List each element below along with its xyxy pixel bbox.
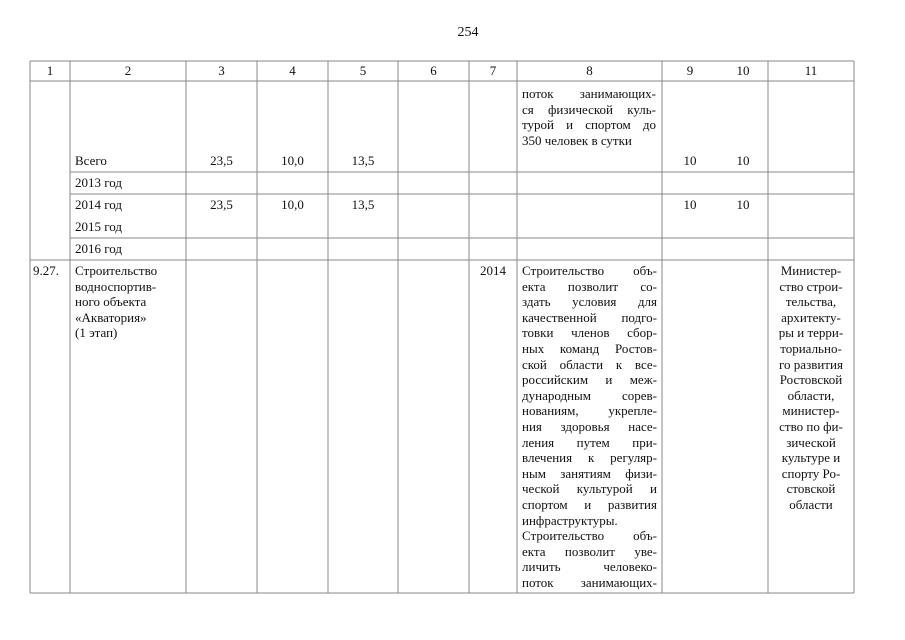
text-line: екта позволит со- (522, 278, 657, 294)
cell-value: 13,5 (351, 153, 375, 168)
text-line: личить человеко- (522, 559, 657, 575)
col-header-9: 9 (686, 63, 694, 78)
text-line: ления путем при- (522, 434, 657, 450)
text-line: ного объекта (75, 294, 147, 310)
text-line: спортом и развития (522, 497, 657, 512)
row-label: 2015 год (75, 219, 122, 234)
text-line: (1 этап) (75, 325, 118, 341)
text-line: ся физической куль- (522, 101, 656, 117)
text-line: нованиям, укрепле- (522, 403, 657, 419)
text-line: ческой культурой и (522, 481, 657, 497)
text-line: Ростовской (779, 372, 843, 388)
text-line: Министер- (780, 263, 842, 278)
cell-value: 10,0 (281, 197, 304, 212)
cell-value: 10 (736, 197, 750, 212)
text-line: министер- (782, 403, 840, 419)
text-line: ство по фи- (779, 419, 843, 434)
text-line: качественной подго- (522, 309, 657, 325)
text-line: культуре и (781, 450, 841, 466)
text-line: водноспортив- (75, 278, 157, 294)
text-line: ской области к все- (522, 356, 657, 372)
text-line: товки членов сбор- (522, 325, 657, 341)
cell-value: 10 (683, 197, 697, 212)
page-number: 254 (457, 25, 479, 40)
text-line: ры и терри- (778, 325, 844, 341)
col-header-5: 5 (359, 63, 367, 78)
text-line: поток занимающих- (522, 86, 656, 101)
col-header-8: 8 (586, 63, 593, 78)
text-line: российским и меж- (522, 372, 657, 388)
text-line: ство строи- (779, 278, 843, 294)
cell-value: 13,5 (351, 197, 375, 212)
text-line: инфраструктуры. (522, 512, 618, 528)
col-header-11: 11 (804, 63, 818, 78)
col-header-3: 3 (218, 63, 225, 78)
text-line: ния здоровья насе- (522, 419, 657, 434)
text-line: спорту Ро- (781, 465, 841, 481)
row-label: 2016 год (75, 241, 122, 256)
col-header-1: 1 (46, 63, 54, 78)
text-line: Строительство объ- (522, 263, 657, 278)
text-line: турой и спортом до (522, 117, 656, 133)
cell-value: 23,5 (210, 153, 233, 168)
row-label: 2014 год (75, 197, 122, 212)
col-header-10: 10 (736, 63, 750, 78)
text-line: ным занятиям физи- (522, 465, 657, 481)
text-line: дународным сорев- (522, 387, 657, 403)
text-line: тельства, (785, 294, 837, 310)
text-line: го развития (779, 356, 843, 372)
cell-value: 10 (736, 153, 750, 168)
text-line: 350 человек в сутки (522, 132, 632, 148)
cell-value: 23,5 (210, 197, 233, 212)
text-line: стовской (786, 481, 836, 497)
row-label: 2013 год (75, 175, 122, 190)
col-header-2: 2 (124, 63, 132, 78)
entry-year: 2014 (480, 263, 506, 278)
row-label: Всего (75, 153, 107, 168)
col-header-4: 4 (289, 63, 296, 78)
col-header-6: 6 (430, 63, 437, 78)
text-line: области (789, 497, 833, 512)
text-line: екта позволит уве- (522, 543, 657, 559)
text-line: влечения к регуляр- (522, 450, 657, 466)
entry-number: 9.27. (33, 263, 59, 278)
text-line: здать условия для (522, 294, 657, 310)
cell-value: 10 (683, 153, 697, 168)
text-line: ториально- (780, 341, 842, 356)
text-line: Строительство объ- (522, 528, 657, 544)
text-line: «Акватория» (75, 309, 147, 325)
text-line: поток занимающих- (522, 575, 657, 590)
text-line: архитекту- (781, 309, 841, 325)
text-line: области, (787, 387, 835, 403)
cell-value: 10,0 (281, 153, 304, 168)
text-line: ных команд Ростов- (522, 341, 657, 356)
col-header-7: 7 (489, 63, 497, 78)
text-line: Строительство (75, 263, 158, 278)
text-line: зической (786, 434, 836, 450)
